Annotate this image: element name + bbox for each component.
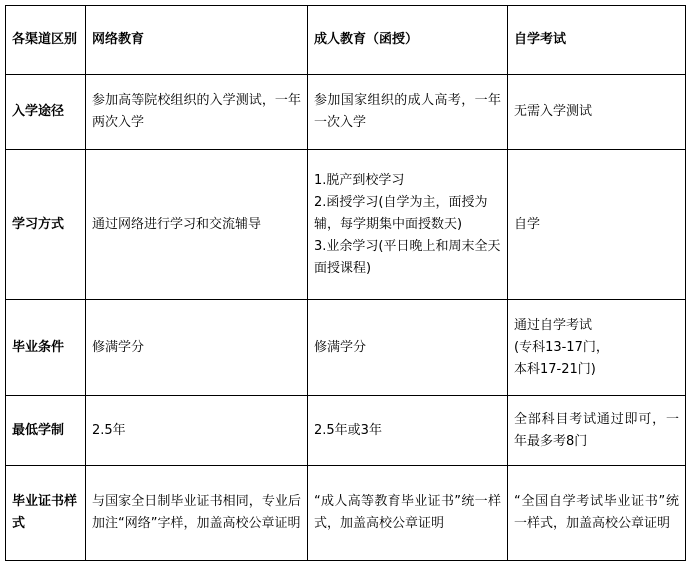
column-header-adult: 成人教育（函授） <box>308 6 508 75</box>
cell-line: 通过自学考试 <box>514 317 593 333</box>
column-header-self-study: 自学考试 <box>508 6 686 75</box>
table-cell: 2.5年 <box>86 396 308 466</box>
table-row <box>6 75 686 150</box>
row-label: 学习方式 <box>6 150 86 300</box>
corner-header: 各渠道区别 <box>6 6 86 75</box>
cell-line: 本科17-21门) <box>514 361 596 377</box>
table-row <box>6 300 686 396</box>
table-cell: “成人高等教育毕业证书”统一样式，加盖高校公章证明 <box>308 466 508 561</box>
table-cell: 自学 <box>508 150 686 300</box>
table-cell: 参加高等院校组织的入学测试，一年两次入学 <box>86 75 308 150</box>
row-label: 最低学制 <box>6 396 86 466</box>
table-row <box>6 396 686 466</box>
table-cell: 修满学分 <box>308 300 508 396</box>
cell-line: 2.函授学习(自学为主，面授为辅，每学期集中面授数天) <box>314 194 488 232</box>
table-row <box>6 150 686 300</box>
table-cell: 与国家全日制毕业证书相同，专业后加注“网络”字样，加盖高校公章证明 <box>86 466 308 561</box>
comparison-table <box>5 5 686 561</box>
row-label: 毕业证书样式 <box>6 466 86 561</box>
table-row <box>6 466 686 561</box>
table-cell <box>308 150 508 300</box>
table-cell: 2.5年或3年 <box>308 396 508 466</box>
table-cell <box>508 300 686 396</box>
cell-line: 1.脱产到校学习 <box>314 172 405 188</box>
table-cell: “全国自学考试毕业证书”统一样式，加盖高校公章证明 <box>508 466 686 561</box>
row-label: 毕业条件 <box>6 300 86 396</box>
column-header-online: 网络教育 <box>86 6 308 75</box>
header-row <box>6 6 686 75</box>
cell-line: 3.业余学习(平日晚上和周末全天面授课程) <box>314 238 501 276</box>
table-cell: 参加国家组织的成人高考，一年一次入学 <box>308 75 508 150</box>
table-cell: 通过网络进行学习和交流辅导 <box>86 150 308 300</box>
table-cell: 修满学分 <box>86 300 308 396</box>
cell-line: (专科13-17门， <box>514 339 609 355</box>
table-cell: 全部科目考试通过即可，一年最多考8门 <box>508 396 686 466</box>
row-label: 入学途径 <box>6 75 86 150</box>
table-cell: 无需入学测试 <box>508 75 686 150</box>
